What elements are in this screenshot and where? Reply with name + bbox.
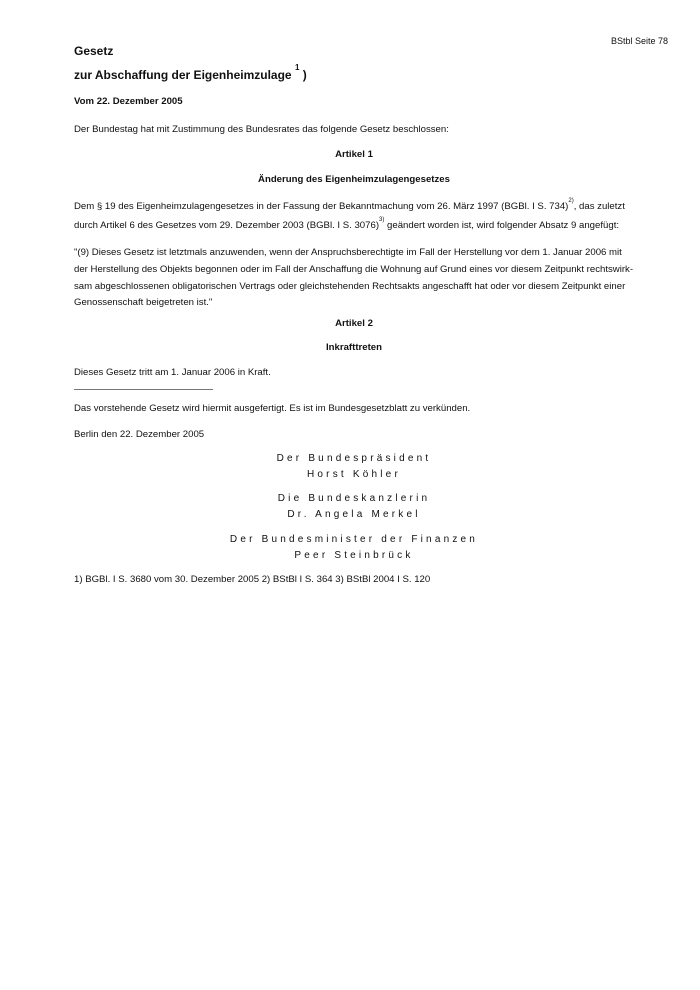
- article1-heading: Artikel 1: [335, 149, 373, 160]
- article1-text-d: geändert worden ist, wird folgender Absatz 9 angefügt:: [384, 220, 620, 231]
- footnotes: 1) BGBl. I S. 3680 vom 30. Dezember 2005 2) BStBl I S. 364 3) BStBl 2004 I S. 120: [74, 574, 431, 585]
- signatory-role-chancellor: Die Bundeskanzlerin: [277, 493, 431, 504]
- signatory-role-finance-minister: Der Bundesminister der Finanzen: [229, 534, 479, 545]
- page-reference: BStbl Seite 78: [610, 36, 668, 46]
- signatory-role-president: Der Bundespräsident: [276, 453, 432, 464]
- law-title-line2: [74, 63, 307, 82]
- quote-line: der Herstellung des Objekts begonnen oder im Fall der Anschaffung die Wohnung auf Grund eines vor diesem Zeitpunkt rechtswirk-: [74, 263, 634, 275]
- signatory-name-chancellor: Dr. Angela Merkel: [287, 509, 421, 520]
- article1-paragraph-line2: [74, 217, 620, 232]
- date-line: Vom 22. Dezember 2005: [74, 96, 183, 107]
- title-close-paren: ): [302, 68, 307, 82]
- article2-heading: Artikel 2: [335, 318, 373, 329]
- quote-line: Genossenschaft beigetreten ist.": [74, 297, 213, 309]
- signatory-name-president: Horst Köhler: [307, 469, 401, 480]
- law-title-line1: Gesetz: [74, 44, 114, 58]
- footnote-marker-3[interactable]: 3): [379, 217, 385, 223]
- quote-line: sam abgeschlossenen obligatorischen Vertrags oder gleichstehenden Rechtsakts angeschafft hat oder vor diesem Zeitpunkt einer: [74, 280, 626, 292]
- article1-text-a: Dem § 19 des Eigenheimzulagengesetzes in der Fassung der Bekanntmachung vom 26. März 1997 (BGBl. I S. 734): [74, 201, 569, 212]
- article1-paragraph-line1: [74, 198, 625, 213]
- article2-text: Dieses Gesetz tritt am 1. Januar 2006 in Kraft.: [74, 367, 271, 378]
- quote-line: "(9) Dieses Gesetz ist letztmals anzuwenden, wenn der Anspruchsberechtigte im Fall der Herstellung vor dem 1. Januar 2006 mit: [74, 247, 622, 258]
- title-text: zur Abschaffung der Eigenheimzulage: [74, 68, 292, 82]
- place-date: Berlin den 22. Dezember 2005: [74, 429, 205, 440]
- article1-text-c: durch Artikel 6 des Gesetzes vom 29. Dezember 2003 (BGBl. I S. 3076): [74, 220, 380, 231]
- intro-text: Der Bundestag hat mit Zustimmung des Bundesrates das folgende Gesetz beschlossen:: [74, 124, 449, 135]
- divider-line: [74, 389, 213, 390]
- amendment-quote: [74, 245, 634, 312]
- article2-subheading: Inkrafttreten: [326, 342, 382, 353]
- title-footnote-marker[interactable]: 1: [294, 63, 300, 72]
- footnote-marker-2[interactable]: 2): [568, 198, 574, 204]
- promulgation-text: Das vorstehende Gesetz wird hiermit ausgefertigt. Es ist im Bundesgesetzblatt zu verkünden.: [74, 403, 471, 414]
- signatory-name-finance-minister: Peer Steinbrück: [294, 550, 414, 561]
- article1-subheading: Änderung des Eigenheimzulagengesetzes: [258, 174, 450, 185]
- article1-text-b: , das zuletzt: [573, 201, 625, 212]
